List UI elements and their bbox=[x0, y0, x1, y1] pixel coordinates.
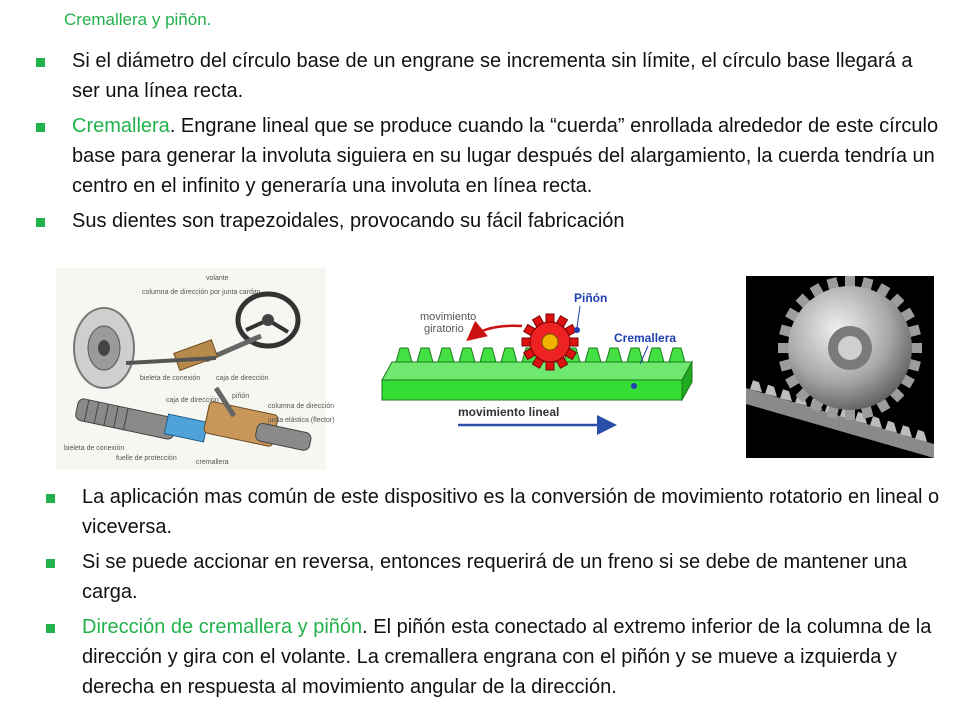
rack-tooth bbox=[480, 348, 496, 362]
slide-title: Cremallera y piñón. bbox=[64, 10, 212, 29]
bullet-item bbox=[82, 612, 942, 702]
steering-system-illustration bbox=[56, 268, 335, 470]
bullet-item bbox=[72, 111, 942, 201]
bullet-item bbox=[72, 46, 942, 106]
square-bullet-icon bbox=[46, 624, 55, 633]
rack-tooth bbox=[585, 348, 601, 362]
bullet-text: Si se puede accionar en reversa, entonces requerirá de un freno si se debe de mantener una carga. bbox=[82, 551, 907, 603]
square-bullet-icon bbox=[46, 494, 55, 503]
bullet-highlight: Dirección de cremallera y piñón bbox=[82, 616, 363, 638]
bullet-text: Sus dientes son trapezoidales, provocando su fácil fabricación bbox=[72, 210, 625, 232]
label-pinon-diagram: Piñón bbox=[574, 291, 608, 305]
label-flector: junta elástica (flector) bbox=[268, 417, 335, 424]
square-bullet-icon bbox=[36, 123, 45, 132]
label-bieleta-bottom: bieleta de conexión bbox=[64, 445, 125, 452]
label-column: columna de dirección por junta cardan bbox=[142, 289, 261, 296]
label-cremallera: cremallera bbox=[196, 459, 229, 466]
rack-tooth bbox=[501, 348, 517, 362]
bullet-text: . Engrane lineal que se produce cuando la “cuerda” enrollada alrededor de este círculo base para generar la involuta siguiera en su lugar después del alargamiento, la cuerda tendría un centro en el infinito y generaría una involuta en línea recta. bbox=[72, 115, 939, 197]
rack-tooth bbox=[606, 348, 622, 362]
label-movimiento-lineal: movimiento lineal bbox=[458, 405, 560, 419]
rack-and-pinion-diagram bbox=[372, 282, 712, 442]
label-caja-bottom: caja de dirección bbox=[166, 397, 219, 404]
rack-tooth bbox=[648, 348, 664, 362]
bullet-item bbox=[72, 206, 942, 236]
bullet-text: La aplicación mas común de este dispositivo es la conversión de movimiento rotatorio en lineal o viceversa. bbox=[82, 486, 940, 538]
label-volante: volante bbox=[206, 275, 229, 282]
square-bullet-icon bbox=[36, 218, 45, 227]
square-bullet-icon bbox=[36, 58, 45, 67]
rack-tooth bbox=[417, 348, 433, 362]
bullet-highlight: Cremallera bbox=[72, 115, 170, 137]
bullet-text: . El piñón esta conectado al extremo inferior de la columna de la dirección y gira con el volante. La cremallera engrana con el piñón y se mueve a izquierda y derecha en respuesta al movimiento angular de la dirección. bbox=[82, 616, 932, 698]
label-fuelle: fuelle de protección bbox=[116, 455, 177, 462]
bullet-item bbox=[82, 547, 942, 607]
bullet-text: Si el diámetro del círculo base de un engrane se incrementa sin límite, el círculo base llegará a ser una línea recta. bbox=[72, 50, 913, 102]
square-bullet-icon bbox=[46, 559, 55, 568]
label-bieleta-top: bieleta de conexión bbox=[140, 375, 201, 382]
top-bullet-list bbox=[72, 46, 942, 241]
label-caja-top: caja de dirección bbox=[216, 375, 269, 382]
label-cremallera-diagram: Cremallera bbox=[614, 331, 677, 345]
bottom-bullet-list bbox=[82, 482, 942, 707]
label-movimiento: movimiento bbox=[420, 311, 477, 323]
rack-tooth bbox=[627, 348, 643, 362]
rack-tooth bbox=[669, 348, 685, 362]
bullet-item bbox=[82, 482, 942, 542]
rack-marker-dot bbox=[631, 383, 637, 389]
gear-rack-render bbox=[746, 276, 934, 458]
label-pinon: piñón bbox=[232, 393, 250, 400]
rack-tooth bbox=[438, 348, 454, 362]
rack-tooth bbox=[459, 348, 475, 362]
rack-tooth bbox=[396, 348, 412, 362]
label-giratorio: giratorio bbox=[424, 323, 464, 335]
label-column-lower: columna de dirección bbox=[268, 403, 335, 410]
